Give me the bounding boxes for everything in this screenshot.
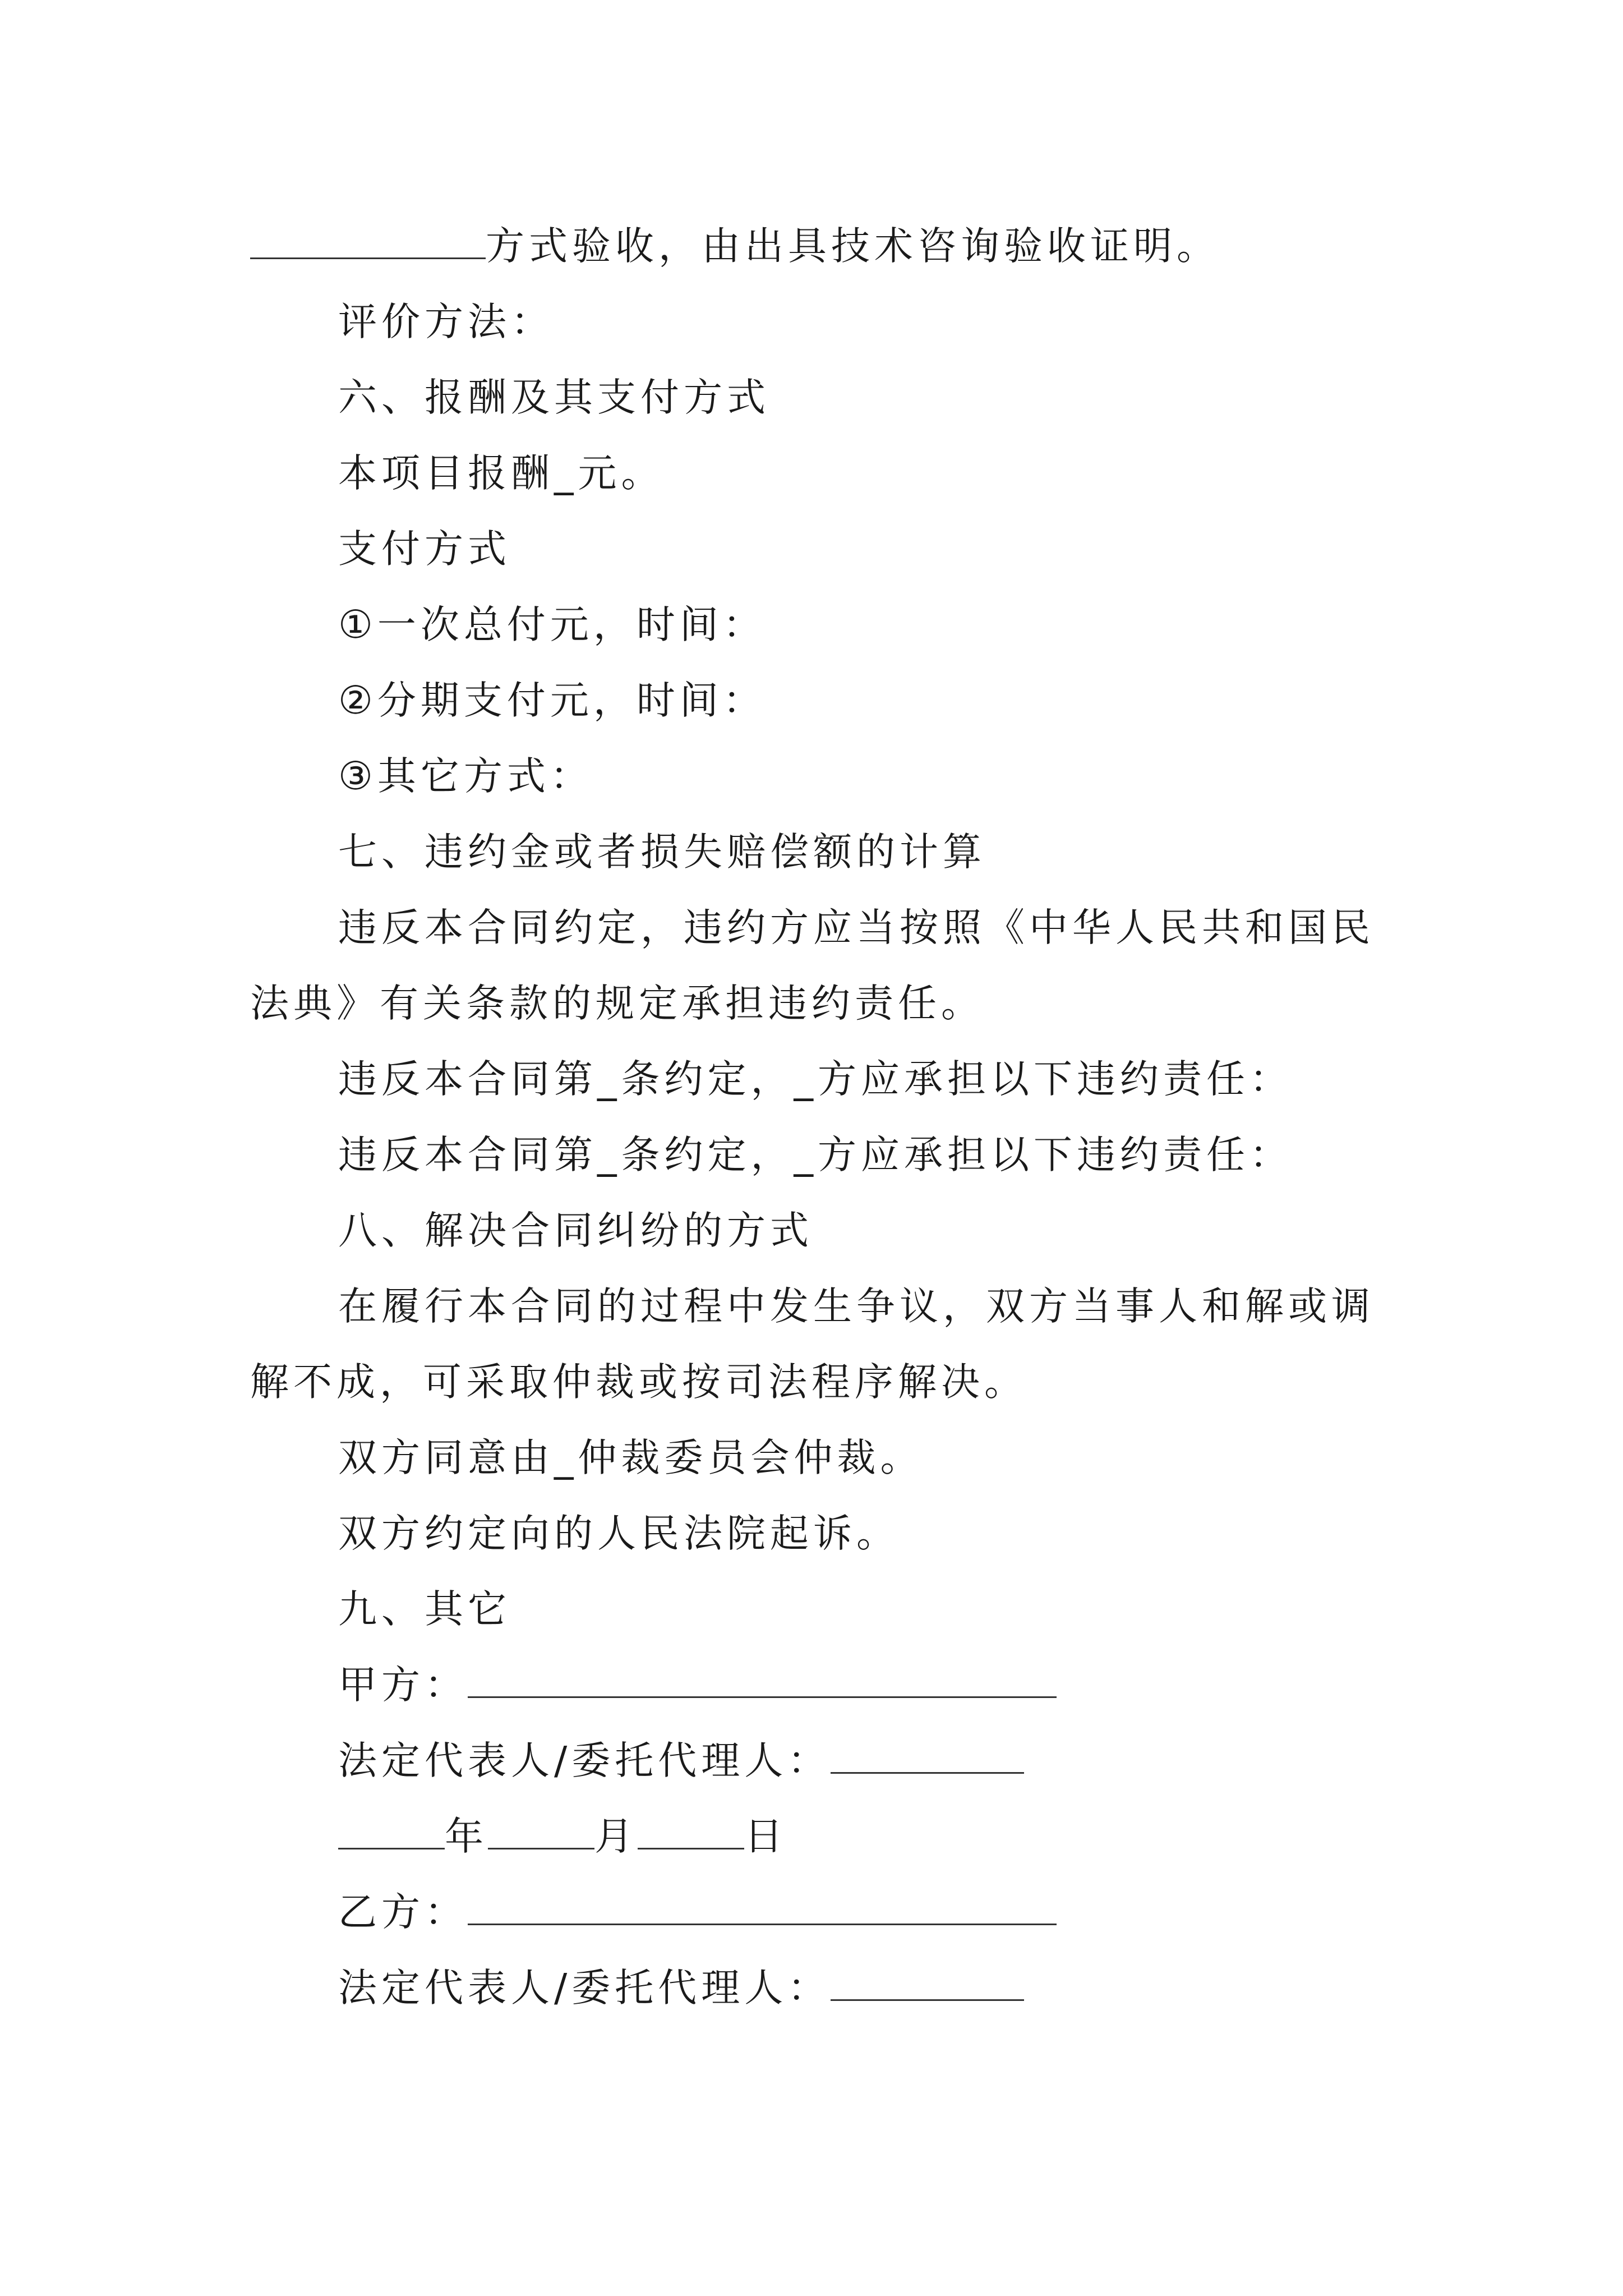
party-a-label: 甲方： [338, 1663, 468, 1708]
year-blank [338, 1813, 445, 1849]
breach-paragraph-line-1: 违反本合同约定，违约方应当按照《中华人民共和国民 [338, 905, 1375, 950]
dispute-paragraph-line-2: 解不成，可采取仲裁或按司法程序解决。 [250, 1360, 1027, 1405]
breach-clause-line-1: 违反本合同第_条约定，_方应承担以下违约责任： [338, 1057, 1293, 1102]
day-label: 日 [744, 1814, 787, 1859]
breach-paragraph-line-2: 法典》有关条款的规定承担违约责任。 [250, 981, 984, 1026]
representative-b-blank [831, 1964, 1024, 2001]
representative-a-blank [831, 1737, 1024, 1774]
month-label: 月 [594, 1814, 638, 1859]
payment-installment-line: ②分期支付元，时间： [338, 678, 766, 723]
section-7-heading: 七、违约金或者损失赔偿额的计算 [338, 830, 986, 875]
section-9-heading: 九、其它 [338, 1587, 511, 1632]
payment-method-line: 支付方式 [338, 527, 511, 572]
breach-clause-line-2: 违反本合同第_条约定，_方应承担以下违约责任： [338, 1133, 1293, 1177]
acceptance-line [250, 222, 1220, 271]
date-line [338, 1812, 787, 1861]
year-label: 年 [445, 1814, 488, 1859]
representative-a-line [338, 1736, 1024, 1786]
representative-b-line [338, 1963, 1024, 2013]
section-8-heading: 八、解决合同纠纷的方式 [338, 1208, 813, 1253]
party-b-line [338, 1888, 1057, 1937]
acceptance-blank [250, 223, 486, 259]
payment-lump-sum-line: ①一次总付元，时间： [338, 602, 766, 647]
acceptance-text: 方式验收，由出具技术咨询验收证明。 [486, 224, 1220, 269]
party-a-line [338, 1660, 1057, 1710]
day-blank [638, 1813, 744, 1849]
month-blank [488, 1813, 594, 1849]
representative-b-label: 法定代表人/委托代理人： [338, 1966, 831, 2010]
payment-other-line: ③其它方式： [338, 754, 593, 799]
section-6-heading: 六、报酬及其支付方式 [338, 375, 770, 420]
party-b-blank [468, 1889, 1057, 1925]
dispute-paragraph-line-1: 在履行本合同的过程中发生争议，双方当事人和解或调 [338, 1284, 1375, 1329]
party-b-label: 乙方： [338, 1890, 468, 1935]
court-line: 双方约定向的人民法院起诉。 [338, 1511, 900, 1556]
party-a-blank [468, 1662, 1057, 1698]
fee-line: 本项目报酬_元。 [338, 451, 665, 496]
representative-a-label: 法定代表人/委托代理人： [338, 1738, 831, 1783]
evaluation-line: 评价方法： [338, 300, 554, 344]
arbitration-line: 双方同意由_仲裁委员会仲裁。 [338, 1435, 924, 1480]
